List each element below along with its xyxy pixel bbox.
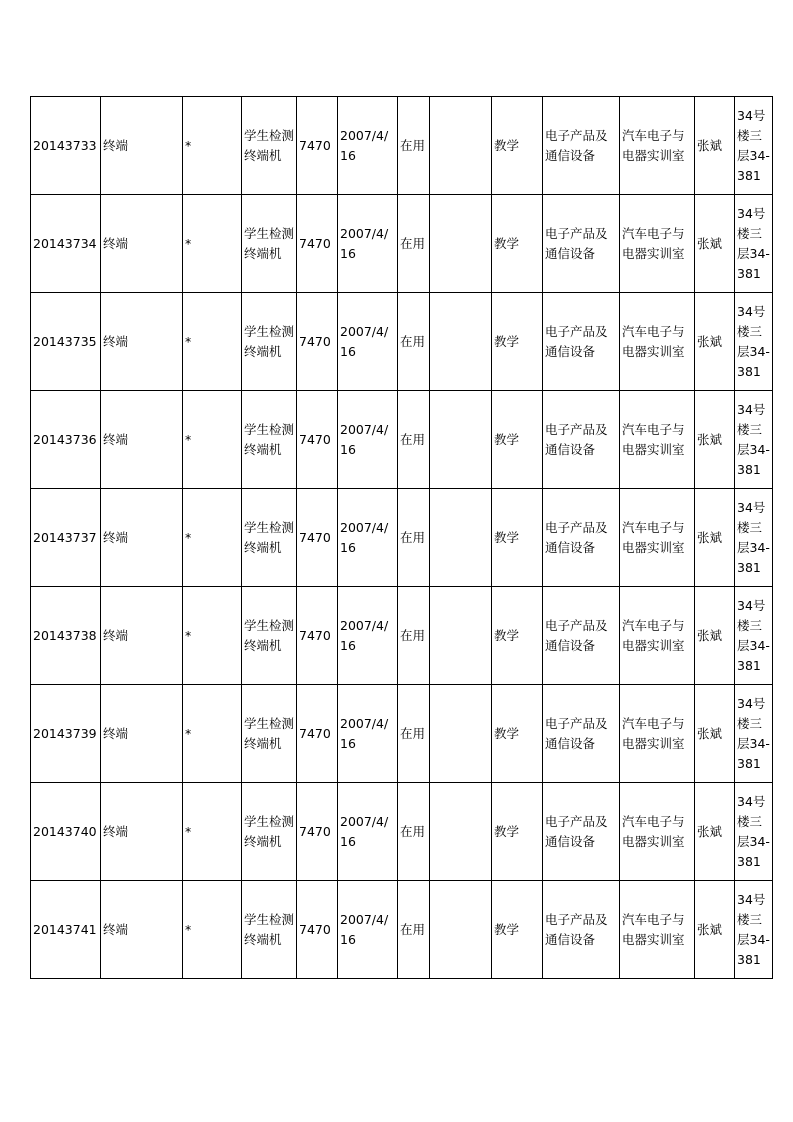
asset-name-cell: 学生检测终端机	[242, 195, 297, 293]
department-cell: 汽车电子与电器实训室	[620, 293, 695, 391]
category-cell: 终端	[101, 391, 183, 489]
usage-cell: 教学	[492, 293, 543, 391]
keeper-cell: 张斌	[695, 293, 735, 391]
blank-cell	[430, 195, 492, 293]
asset-name-cell: 学生检测终端机	[242, 881, 297, 979]
date-cell: 2007/4/16	[338, 881, 398, 979]
model-cell: 7470	[297, 391, 338, 489]
asset-name-cell: 学生检测终端机	[242, 783, 297, 881]
asset-type-cell: 电子产品及通信设备	[543, 783, 620, 881]
usage-cell: 教学	[492, 97, 543, 195]
blank-cell	[430, 97, 492, 195]
model-cell: 7470	[297, 685, 338, 783]
status-cell: 在用	[398, 195, 430, 293]
keeper-cell: 张斌	[695, 881, 735, 979]
asset-type-cell: 电子产品及通信设备	[543, 97, 620, 195]
mark-cell: *	[183, 293, 242, 391]
department-cell: 汽车电子与电器实训室	[620, 97, 695, 195]
table-row	[31, 391, 773, 489]
status-cell: 在用	[398, 391, 430, 489]
usage-cell: 教学	[492, 489, 543, 587]
mark-cell: *	[183, 489, 242, 587]
date-cell: 2007/4/16	[338, 391, 398, 489]
date-cell: 2007/4/16	[338, 685, 398, 783]
asset-type-cell: 电子产品及通信设备	[543, 195, 620, 293]
keeper-cell: 张斌	[695, 195, 735, 293]
model-cell: 7470	[297, 783, 338, 881]
asset-id-cell: 20143735	[31, 293, 101, 391]
category-cell: 终端	[101, 783, 183, 881]
status-cell: 在用	[398, 881, 430, 979]
mark-cell: *	[183, 881, 242, 979]
category-cell: 终端	[101, 587, 183, 685]
table-row	[31, 783, 773, 881]
keeper-cell: 张斌	[695, 685, 735, 783]
table-row	[31, 489, 773, 587]
model-cell: 7470	[297, 195, 338, 293]
usage-cell: 教学	[492, 685, 543, 783]
model-cell: 7470	[297, 97, 338, 195]
asset-name-cell: 学生检测终端机	[242, 685, 297, 783]
model-cell: 7470	[297, 587, 338, 685]
asset-id-cell: 20143738	[31, 587, 101, 685]
asset-id-cell: 20143733	[31, 97, 101, 195]
status-cell: 在用	[398, 685, 430, 783]
status-cell: 在用	[398, 97, 430, 195]
category-cell: 终端	[101, 881, 183, 979]
asset-table-body	[31, 97, 773, 979]
date-cell: 2007/4/16	[338, 587, 398, 685]
asset-type-cell: 电子产品及通信设备	[543, 293, 620, 391]
asset-name-cell: 学生检测终端机	[242, 587, 297, 685]
asset-id-cell: 20143737	[31, 489, 101, 587]
keeper-cell: 张斌	[695, 587, 735, 685]
date-cell: 2007/4/16	[338, 97, 398, 195]
date-cell: 2007/4/16	[338, 783, 398, 881]
blank-cell	[430, 783, 492, 881]
usage-cell: 教学	[492, 881, 543, 979]
asset-table	[30, 96, 773, 979]
blank-cell	[430, 587, 492, 685]
asset-name-cell: 学生检测终端机	[242, 97, 297, 195]
department-cell: 汽车电子与电器实训室	[620, 685, 695, 783]
department-cell: 汽车电子与电器实训室	[620, 881, 695, 979]
location-cell: 34号楼三层34-381	[735, 685, 773, 783]
asset-id-cell: 20143741	[31, 881, 101, 979]
status-cell: 在用	[398, 587, 430, 685]
asset-type-cell: 电子产品及通信设备	[543, 685, 620, 783]
blank-cell	[430, 293, 492, 391]
asset-name-cell: 学生检测终端机	[242, 489, 297, 587]
department-cell: 汽车电子与电器实训室	[620, 783, 695, 881]
department-cell: 汽车电子与电器实训室	[620, 195, 695, 293]
usage-cell: 教学	[492, 391, 543, 489]
asset-type-cell: 电子产品及通信设备	[543, 587, 620, 685]
mark-cell: *	[183, 97, 242, 195]
department-cell: 汽车电子与电器实训室	[620, 391, 695, 489]
department-cell: 汽车电子与电器实训室	[620, 489, 695, 587]
asset-type-cell: 电子产品及通信设备	[543, 391, 620, 489]
asset-id-cell: 20143736	[31, 391, 101, 489]
date-cell: 2007/4/16	[338, 293, 398, 391]
asset-name-cell: 学生检测终端机	[242, 293, 297, 391]
date-cell: 2007/4/16	[338, 489, 398, 587]
location-cell: 34号楼三层34-381	[735, 881, 773, 979]
keeper-cell: 张斌	[695, 783, 735, 881]
location-cell: 34号楼三层34-381	[735, 391, 773, 489]
blank-cell	[430, 881, 492, 979]
location-cell: 34号楼三层34-381	[735, 783, 773, 881]
table-row	[31, 97, 773, 195]
category-cell: 终端	[101, 685, 183, 783]
table-row	[31, 587, 773, 685]
asset-name-cell: 学生检测终端机	[242, 391, 297, 489]
keeper-cell: 张斌	[695, 489, 735, 587]
usage-cell: 教学	[492, 783, 543, 881]
blank-cell	[430, 685, 492, 783]
asset-id-cell: 20143739	[31, 685, 101, 783]
usage-cell: 教学	[492, 195, 543, 293]
usage-cell: 教学	[492, 587, 543, 685]
model-cell: 7470	[297, 881, 338, 979]
table-row	[31, 881, 773, 979]
location-cell: 34号楼三层34-381	[735, 97, 773, 195]
mark-cell: *	[183, 195, 242, 293]
model-cell: 7470	[297, 489, 338, 587]
model-cell: 7470	[297, 293, 338, 391]
mark-cell: *	[183, 783, 242, 881]
mark-cell: *	[183, 587, 242, 685]
location-cell: 34号楼三层34-381	[735, 293, 773, 391]
category-cell: 终端	[101, 195, 183, 293]
table-row	[31, 685, 773, 783]
location-cell: 34号楼三层34-381	[735, 587, 773, 685]
asset-type-cell: 电子产品及通信设备	[543, 881, 620, 979]
blank-cell	[430, 489, 492, 587]
table-row	[31, 293, 773, 391]
date-cell: 2007/4/16	[338, 195, 398, 293]
category-cell: 终端	[101, 489, 183, 587]
category-cell: 终端	[101, 293, 183, 391]
status-cell: 在用	[398, 293, 430, 391]
department-cell: 汽车电子与电器实训室	[620, 587, 695, 685]
location-cell: 34号楼三层34-381	[735, 489, 773, 587]
status-cell: 在用	[398, 783, 430, 881]
location-cell: 34号楼三层34-381	[735, 195, 773, 293]
blank-cell	[430, 391, 492, 489]
keeper-cell: 张斌	[695, 97, 735, 195]
mark-cell: *	[183, 685, 242, 783]
asset-type-cell: 电子产品及通信设备	[543, 489, 620, 587]
mark-cell: *	[183, 391, 242, 489]
asset-id-cell: 20143740	[31, 783, 101, 881]
keeper-cell: 张斌	[695, 391, 735, 489]
asset-id-cell: 20143734	[31, 195, 101, 293]
table-row	[31, 195, 773, 293]
status-cell: 在用	[398, 489, 430, 587]
category-cell: 终端	[101, 97, 183, 195]
